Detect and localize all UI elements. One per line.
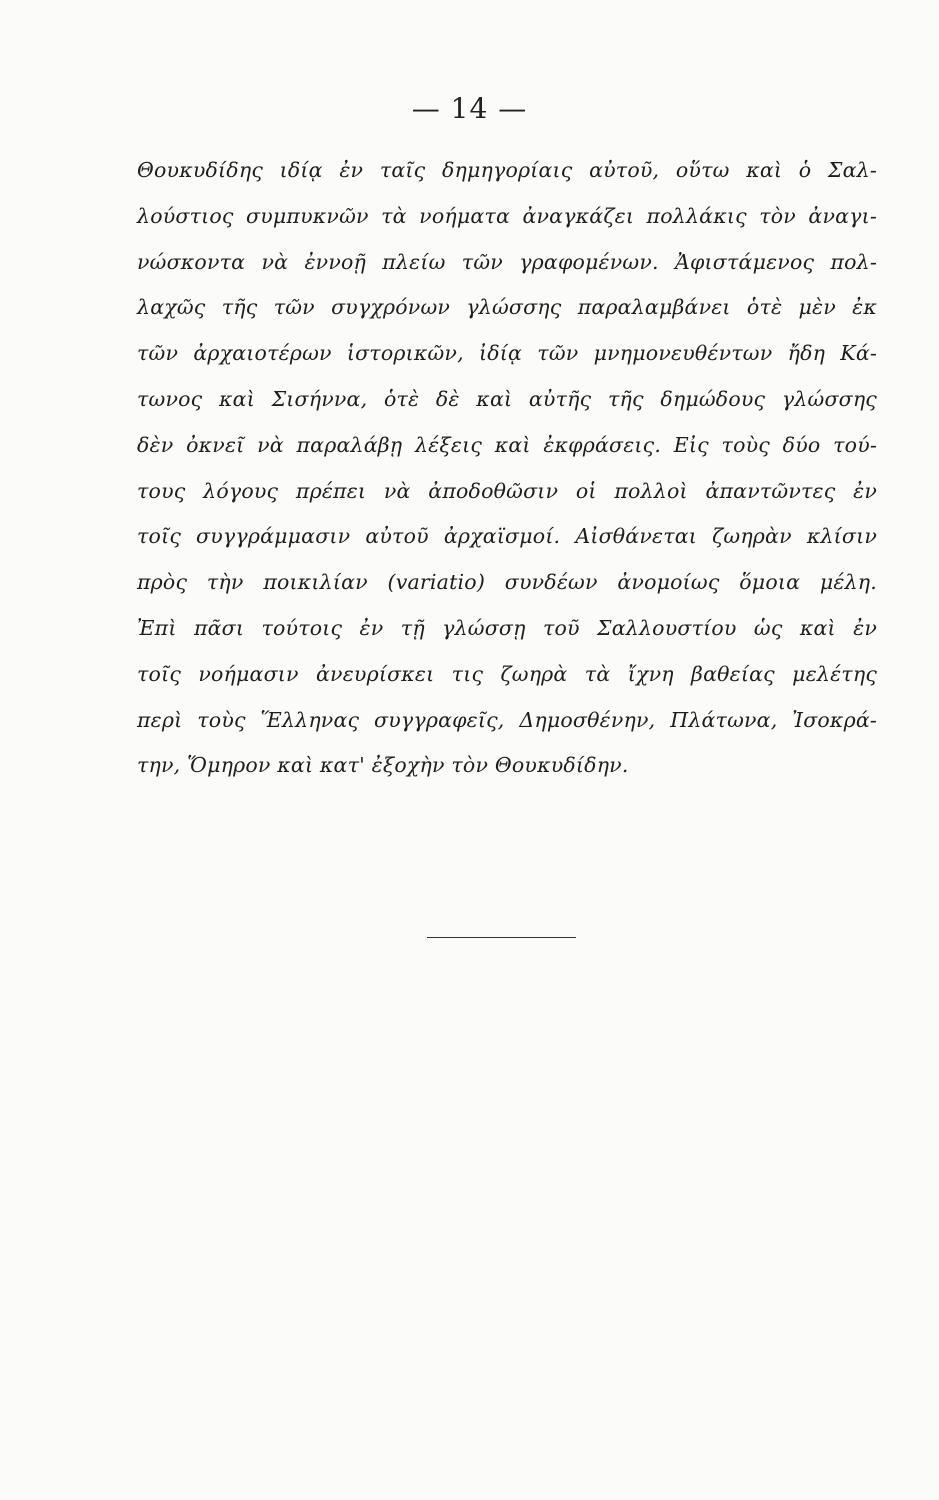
text-line: Θουκυδίδης ιδίᾳ ἐν ταῖς δημηγορίαις αὐτοῦ, οὕτω καὶ ὁ Σαλ-	[137, 158, 877, 182]
text-line-last: την, Ὅμηρον καὶ κατ' ἐξοχὴν τὸν Θουκυδίδην.	[137, 753, 629, 778]
text-line: τῶν ἀρχαιοτέρων ἱστορικῶν, ἰδίᾳ τῶν μνημονευθέντων ἤδη Κά-	[137, 341, 877, 366]
section-divider-rule	[427, 937, 576, 938]
text-line: περὶ τοὺς Ἕλληνας συγγραφεῖς, Δημοσθένην, Πλάτωνα, Ἰσοκρά-	[137, 707, 877, 732]
page-number: — 14 —	[411, 92, 528, 125]
text-line: Ἐπὶ πᾶσι τούτοις ἐν τῇ γλώσσῃ τοῦ Σαλλουστίου ὡς καὶ ἐν	[137, 615, 877, 640]
text-line: τωνος καὶ Σισήννα, ὁτὲ δὲ καὶ αὐτῆς τῆς δημώδους γλώσσης	[137, 386, 877, 411]
text-line: τοῖς συγγράμμασιν αὐτοῦ ἀρχαϊσμοί. Αἰσθάνεται ζωηρὰν κλίσιν	[137, 524, 877, 549]
text-line: τους λόγους πρέπει νὰ ἀποδοθῶσιν οἱ πολλοὶ ἀπαντῶντες ἐν	[137, 478, 877, 503]
text-line: λαχῶς τῆς τῶν συγχρόνων γλώσσης παραλαμβάνει ὁτὲ μὲν ἐκ	[137, 295, 877, 320]
text-line: πρὸς τὴν ποικιλίαν (variatio) συνδέων ἀνομοίως ὅμοια μέλη.	[137, 570, 877, 595]
text-line: νώσκοντα νὰ ἐννοῇ πλείω τῶν γραφομένων. Ἀφιστάμενος πολ-	[137, 249, 877, 274]
body-paragraph	[137, 148, 877, 789]
text-line: δὲν ὀκνεῖ νὰ παραλάβῃ λέξεις καὶ ἐκφράσεις. Εἰς τοὺς δύο τού-	[137, 432, 877, 457]
text-line: τοῖς νοήμασιν ἀνευρίσκει τις ζωηρὰ τὰ ἴχνη βαθείας μελέτης	[137, 661, 877, 686]
text-line: λούστιος συμπυκνῶν τὰ νοήματα ἀναγκάζει πολλάκις τὸν ἀναγι-	[137, 203, 877, 228]
